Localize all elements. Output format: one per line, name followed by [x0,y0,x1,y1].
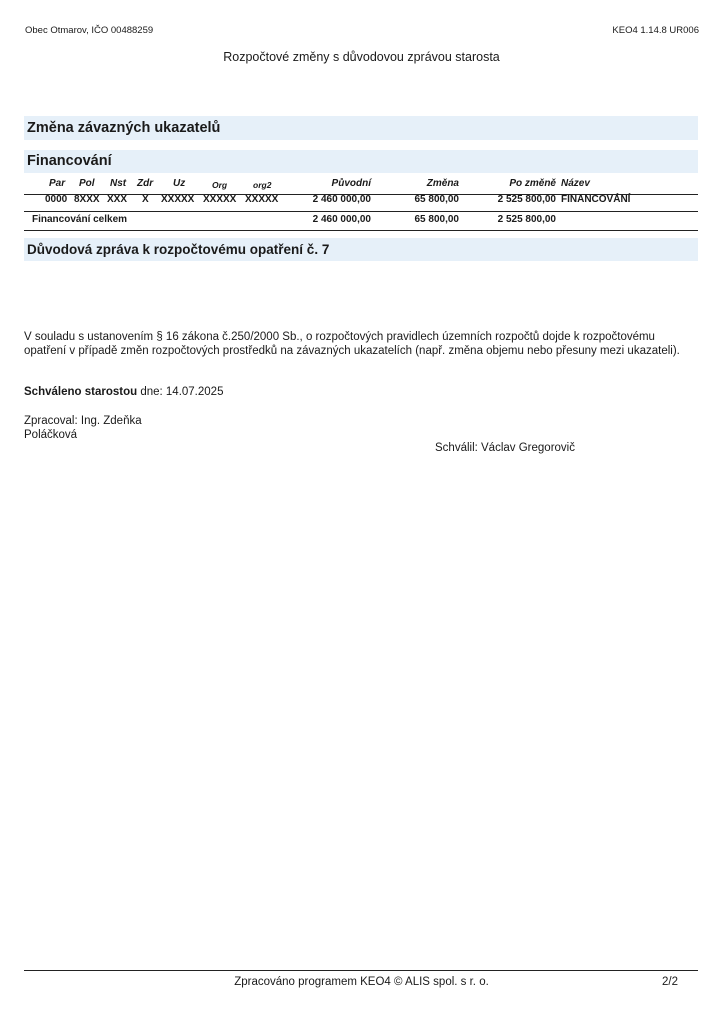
justification-paragraph: V souladu s ustanovením § 16 zákona č.250/2000 Sb., o rozpočtových pravidlech územních rozpočtů dojde k rozpočtovému opatření v případě změn rozpočtových prostředků na závazných ukazatelích (např. změna objemu nebo přesuny mezi ukazateli). [24,331,680,357]
total-po-zmene: 2 525 800,00 [497,214,556,225]
cell-pol: 8XXX [74,194,100,205]
col-header-par: Par [49,178,66,189]
cell-nazev: FINANCOVÁNÍ [561,194,631,205]
table-header-row [24,176,698,192]
table-total-divider-bottom [24,230,698,231]
total-zmena: 65 800,00 [414,214,459,225]
total-label: Financování celkem [32,214,128,225]
table-total-row [24,212,698,228]
col-header-po-zmene: Po změně [509,178,556,189]
cell-org2: XXXXX [245,194,279,205]
col-header-uz: Uz [173,178,186,189]
col-header-org: Org [212,180,228,190]
municipality-label: Obec Otmarov, IČO 00488259 [25,25,154,36]
table-total-divider-top [24,211,698,212]
footer-divider [24,970,698,971]
financing-table [24,176,698,228]
footer-text: Zpracováno programem KEO4 © ALIS spol. s r. o. [234,976,489,988]
approved-label: Schváleno starostou [24,386,138,398]
cell-nst: XXX [107,194,128,205]
cell-zdr: X [142,194,149,205]
page-number: 2/2 [662,976,678,988]
document-title: Rozpočtové změny s důvodovou zprávou starosta [223,50,500,64]
col-header-nazev: Název [561,178,590,189]
approved-by: Schválil: Václav Gregorovič [435,442,575,454]
cell-puvodni: 2 460 000,00 [312,194,371,205]
col-header-nst: Nst [110,178,127,189]
cell-org: XXXXX [203,194,237,205]
col-header-zmena: Změna [426,178,459,189]
col-header-zdr: Zdr [137,178,154,189]
section-financing: Financování [24,150,698,173]
section-binding-indicators: Změna závazných ukazatelů [24,116,698,140]
total-puvodni: 2 460 000,00 [312,214,371,225]
approval-line [24,386,223,398]
col-header-puvodni: Původní [331,178,371,189]
cell-par: 0000 [45,194,68,205]
approved-date: dne: 14.07.2025 [140,386,224,398]
cell-po-zmene: 2 525 800,00 [497,194,556,205]
processed-by: Zpracoval: Ing. Zdeňka Poláčková [24,415,142,441]
col-header-pol: Pol [79,178,95,189]
section-justification: Důvodová zpráva k rozpočtovému opatření č. 7 [24,238,698,261]
table-header-divider [24,194,698,195]
cell-zmena: 65 800,00 [414,194,459,205]
program-version-label: KEO4 1.14.8 UR006 [612,25,699,36]
col-header-org2: org2 [253,180,272,190]
cell-uz: XXXXX [161,194,195,205]
